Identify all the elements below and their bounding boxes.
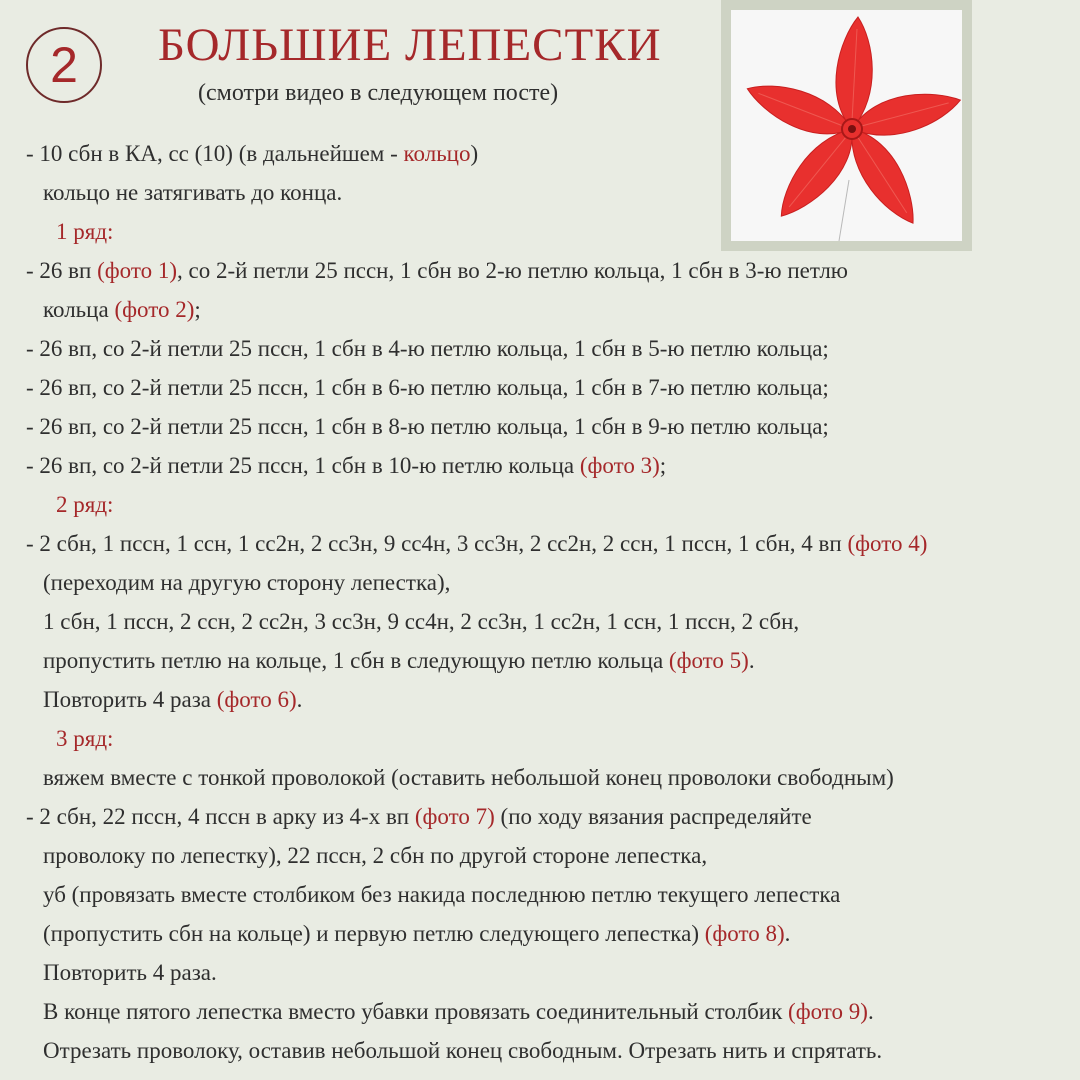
line-text: , со 2-й петли 25 пссн, 1 сбн во 2-ю петлю кольца, 1 сбн в 3-ю петлю: [177, 258, 848, 283]
red-crochet-flower-photo: [731, 10, 962, 241]
line-text: вяжем вместе с тонкой проволокой (оставить небольшой конец проволоки свободным): [43, 765, 894, 790]
line-text: .: [748, 648, 755, 673]
line-text: (по ходу вязания распределяйте: [494, 804, 812, 829]
page-title: БОЛЬШИЕ ЛЕПЕСТКИ: [158, 19, 662, 71]
instruction-line: [43, 568, 450, 598]
highlighted-text: (фото 2): [114, 297, 195, 322]
line-text: Повторить 4 раза: [43, 687, 217, 712]
line-text: - 26 вп, со 2-й петли 25 пссн, 1 сбн в 6-ю петлю кольца, 1 сбн в 7-ю петлю кольца;: [26, 375, 829, 400]
line-text: кольца: [43, 297, 115, 322]
highlighted-text: (фото 3): [579, 453, 660, 478]
instruction-line: [26, 412, 829, 442]
highlighted-text: (фото 7): [414, 804, 495, 829]
line-text: ;: [659, 453, 667, 478]
instruction-line: [43, 607, 799, 637]
line-text: - 26 вп: [26, 258, 98, 283]
line-text: Отрезать проволоку, оставив небольшой конец свободным. Отрезать нить и спрятать.: [43, 1038, 883, 1063]
highlighted-text: 3 ряд:: [56, 726, 114, 751]
line-text: .: [867, 999, 874, 1024]
flower-illustration: [731, 10, 962, 241]
highlighted-text: кольцо: [403, 141, 471, 166]
step-number: 2: [50, 37, 78, 93]
line-text: 1 сбн, 1 пссн, 2 ссн, 2 сс2н, 3 сс3н, 9 сс4н, 2 сс3н, 1 сс2н, 1 ссн, 1 пссн, 2 сбн,: [43, 609, 800, 634]
instruction-line: [43, 646, 755, 676]
highlighted-text: (фото 5): [668, 648, 749, 673]
highlighted-text: (фото 4): [847, 531, 928, 556]
line-text: - 26 вп, со 2-й петли 25 пссн, 1 сбн в 10-ю петлю кольца: [26, 453, 580, 478]
page-subtitle: (смотри видео в следующем посте): [198, 80, 559, 106]
highlighted-text: (фото 9): [788, 999, 868, 1024]
step-number-badge: [26, 27, 102, 103]
instruction-line: [43, 919, 790, 949]
line-text: (переходим на другую сторону лепестка),: [43, 570, 451, 595]
instruction-line: [43, 841, 707, 871]
highlighted-text: (фото 8): [704, 921, 785, 946]
highlighted-text: 1 ряд:: [56, 219, 114, 244]
line-text: уб (провязать вместе столбиком без накида последнюю петлю текущего лепестка: [43, 882, 841, 907]
line-text: пропустить петлю на кольце, 1 сбн в следующую петлю кольца: [43, 648, 669, 673]
instruction-line: [43, 763, 894, 793]
line-text: - 26 вп, со 2-й петли 25 пссн, 1 сбн в 4-ю петлю кольца, 1 сбн в 5-ю петлю кольца;: [26, 336, 829, 361]
line-text: ;: [194, 297, 201, 322]
line-text: - 2 сбн, 22 пссн, 4 пссн в арку из 4-х вп: [26, 804, 415, 829]
flower-photo-frame: [721, 0, 972, 251]
row-heading: [56, 724, 113, 754]
line-text: кольцо не затягивать до конца.: [43, 180, 343, 205]
highlighted-text: 2 ряд:: [56, 492, 114, 517]
line-text: - 10 сбн в КА, сс (10) (в дальнейшем -: [26, 141, 404, 166]
instruction-line: [43, 958, 217, 988]
instruction-line: [43, 1036, 882, 1066]
instruction-line: [26, 529, 927, 559]
instruction-line: [26, 334, 829, 364]
row-heading: [56, 217, 113, 247]
highlighted-text: (фото 6): [216, 687, 297, 712]
line-text: - 2 сбн, 1 пссн, 1 ссн, 1 сс2н, 2 сс3н, 9 сс4н, 3 сс3н, 2 сс2н, 2 ссн, 1 пссн, 1 сбн, 4 вп: [26, 531, 848, 556]
line-text: (пропустить сбн на кольце) и первую петлю следующего лепестка): [43, 921, 705, 946]
instruction-line: [43, 997, 874, 1027]
line-text: - 26 вп, со 2-й петли 25 пссн, 1 сбн в 8-ю петлю кольца, 1 сбн в 9-ю петлю кольца;: [26, 414, 829, 439]
line-text: В конце пятого лепестка вместо убавки провязать соединительный столбик: [43, 999, 789, 1024]
highlighted-text: (фото 1): [97, 258, 177, 283]
instruction-line: [43, 295, 201, 325]
instruction-line: [26, 451, 666, 481]
instruction-line: [26, 139, 478, 169]
instruction-line: [26, 373, 829, 403]
row-heading: [56, 490, 113, 520]
instruction-line: [26, 256, 848, 286]
line-text: .: [296, 687, 303, 712]
line-text: проволоку по лепестку), 22 пссн, 2 сбн по другой стороне лепестка,: [43, 843, 708, 868]
instruction-line: [43, 685, 302, 715]
instruction-line: [43, 178, 342, 208]
instruction-line: [43, 880, 840, 910]
line-text: .: [784, 921, 791, 946]
line-text: Повторить 4 раза.: [43, 960, 217, 985]
line-text: ): [470, 141, 479, 166]
instruction-line: [26, 802, 812, 832]
